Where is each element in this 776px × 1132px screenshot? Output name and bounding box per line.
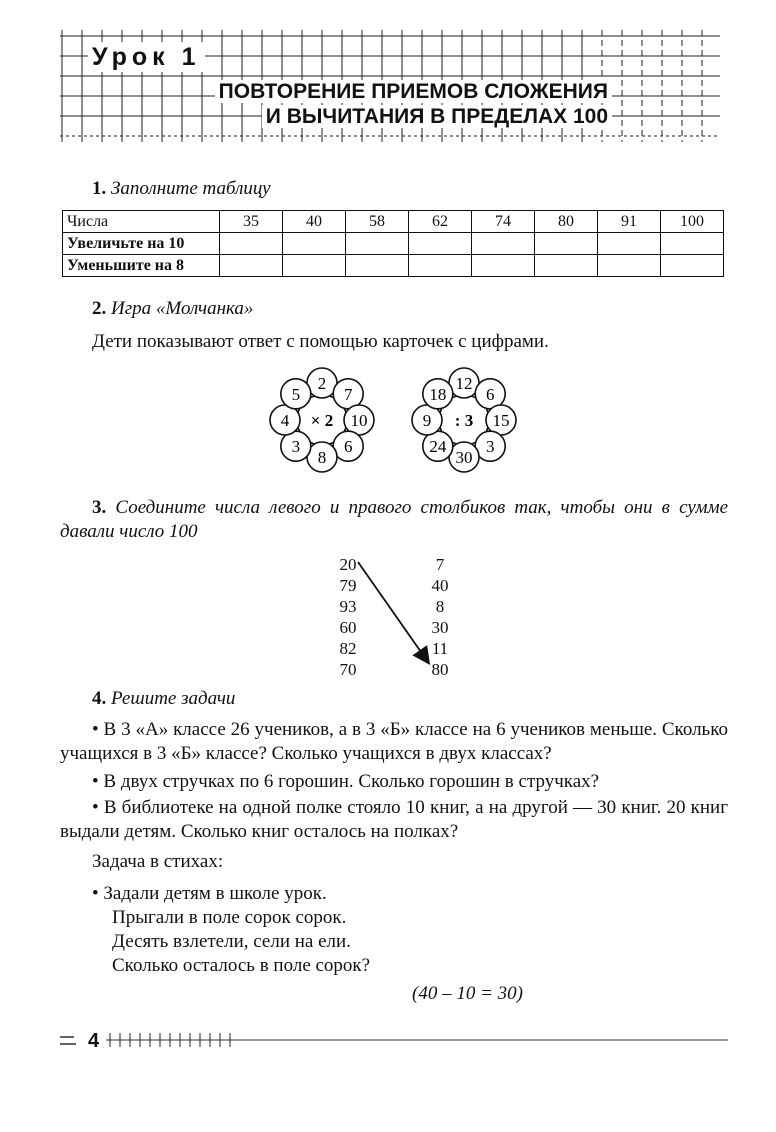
table-cell[interactable] bbox=[346, 233, 409, 255]
table-row bbox=[63, 233, 724, 255]
task4-problem-1: • В 3 «А» классе 26 учеников, а в 3 «Б» классе на 6 учеников меньше. Сколько учащихся в 3 «Б» классе? Сколько учащихся в двух классах? bbox=[60, 719, 728, 764]
task2-heading bbox=[92, 298, 253, 320]
task3-title: Соедините числа левого и правого столбиков так, чтобы они в сумме давали число 100 bbox=[60, 497, 729, 542]
table-row-label: Уменьшите на 8 bbox=[63, 255, 220, 277]
table-header-cell: 62 bbox=[409, 211, 472, 233]
flower-right-petal-number: 24 bbox=[429, 437, 447, 457]
flower-right-petal-number: 18 bbox=[429, 384, 447, 404]
table-header-cell: 35 bbox=[220, 211, 283, 233]
flower-left bbox=[270, 368, 374, 472]
task4-problem-2: • В двух стручках по 6 горошин. Сколько горошин в стручках? bbox=[92, 771, 600, 792]
table-cell[interactable] bbox=[472, 233, 535, 255]
table-row-label: Увеличьте на 10 bbox=[63, 233, 220, 255]
flower-right-petal-number: 12 bbox=[455, 374, 473, 393]
task3-heading bbox=[60, 496, 728, 544]
flower-left-petal-number: 3 bbox=[291, 437, 301, 457]
table-cell[interactable] bbox=[409, 233, 472, 255]
lesson-title-line1: ПОВТОРЕНИЕ ПРИЕМОВ СЛОЖЕНИЯ bbox=[215, 80, 612, 103]
task4-number: 4. bbox=[92, 688, 107, 709]
lesson-label: Урок 1 bbox=[88, 42, 205, 72]
flower-left-petal-number: 7 bbox=[343, 384, 353, 404]
flower-left-petal-number: 6 bbox=[343, 437, 353, 457]
right-number[interactable]: 7 bbox=[435, 555, 445, 574]
right-number[interactable]: 30 bbox=[431, 618, 449, 637]
task4-heading bbox=[92, 688, 235, 710]
task2-text: Дети показывают ответ с помощью карточек с цифрами. bbox=[92, 331, 549, 352]
right-number[interactable]: 11 bbox=[431, 639, 449, 658]
flower-right bbox=[412, 368, 516, 472]
left-number[interactable]: 82 bbox=[339, 639, 357, 658]
table-cell[interactable] bbox=[598, 233, 661, 255]
flower-right-petal-number: 30 bbox=[455, 448, 473, 467]
right-number[interactable]: 8 bbox=[435, 597, 445, 616]
flower-right-petal-number: 3 bbox=[485, 437, 495, 457]
verse-line: • Задали детям в школе урок. bbox=[92, 883, 327, 904]
task2-title: Игра «Молчанка» bbox=[111, 298, 254, 319]
table-row bbox=[63, 255, 724, 277]
table-header-cell: 40 bbox=[283, 211, 346, 233]
table-cell[interactable] bbox=[283, 255, 346, 277]
footer-rule bbox=[0, 1025, 776, 1055]
flower-left-center: × 2 bbox=[310, 411, 334, 430]
table-cell[interactable] bbox=[661, 255, 724, 277]
verse-line: Десять взлетели, сели на ели. bbox=[112, 931, 351, 952]
task1-title: Заполните таблицу bbox=[111, 178, 271, 199]
left-number[interactable]: 20 bbox=[339, 555, 357, 574]
table-cell[interactable] bbox=[346, 255, 409, 277]
page-number: 4 bbox=[88, 1030, 100, 1052]
table-header-cell: 100 bbox=[661, 211, 724, 233]
table-cell[interactable] bbox=[283, 233, 346, 255]
table-cell[interactable] bbox=[535, 255, 598, 277]
table-header-cell: 74 bbox=[472, 211, 535, 233]
task1-table bbox=[62, 210, 724, 277]
left-number[interactable]: 79 bbox=[339, 576, 357, 595]
right-number[interactable]: 80 bbox=[431, 660, 449, 679]
right-number[interactable]: 40 bbox=[431, 576, 449, 595]
task2-number: 2. bbox=[92, 298, 107, 319]
flower-left-petal-number: 2 bbox=[317, 374, 327, 393]
verse-line: Сколько осталось в поле сорок? bbox=[112, 955, 371, 976]
table-cell[interactable] bbox=[409, 255, 472, 277]
left-number[interactable]: 70 bbox=[339, 660, 357, 679]
table-header-cell: 58 bbox=[346, 211, 409, 233]
flower-left-petal-number: 8 bbox=[317, 448, 327, 467]
task1-number: 1. bbox=[92, 178, 107, 199]
flower-right-petal-number: 15 bbox=[492, 411, 510, 430]
table-cell[interactable] bbox=[220, 233, 283, 255]
flowers-figure bbox=[250, 362, 540, 480]
verse-line: Прыгали в поле сорок сорок. bbox=[112, 907, 347, 928]
left-number[interactable]: 93 bbox=[339, 597, 357, 616]
lesson-title-line2: И ВЫЧИТАНИЯ В ПРЕДЕЛАХ 100 bbox=[262, 105, 612, 128]
task3-number: 3. bbox=[92, 497, 107, 518]
task4-title: Решите задачи bbox=[111, 688, 236, 709]
verse-label: Задача в стихах: bbox=[92, 851, 224, 872]
table-header-row bbox=[63, 211, 724, 233]
flower-right-petal-number: 9 bbox=[422, 411, 432, 430]
table-cell[interactable] bbox=[535, 233, 598, 255]
verse-answer: (40 – 10 = 30) bbox=[412, 983, 523, 1004]
flower-left-petal-number: 4 bbox=[280, 411, 290, 430]
left-number[interactable]: 60 bbox=[339, 618, 357, 637]
table-cell[interactable] bbox=[472, 255, 535, 277]
table-header-cell: 80 bbox=[535, 211, 598, 233]
table-cell[interactable] bbox=[598, 255, 661, 277]
table-cell[interactable] bbox=[661, 233, 724, 255]
flower-right-petal-number: 6 bbox=[485, 384, 495, 404]
table-header-cell: 91 bbox=[598, 211, 661, 233]
task4-problem-3: • В библиотеке на одной полке стояло 10 книг, а на другой — 30 книг. 20 книг выдали детям. Сколько книг осталось на полках? bbox=[60, 797, 728, 842]
flower-left-petal-number: 10 bbox=[350, 411, 368, 430]
table-header-cell: Числа bbox=[63, 211, 220, 233]
flower-left-petal-number: 5 bbox=[291, 384, 301, 404]
lesson-title bbox=[172, 79, 612, 129]
table-cell[interactable] bbox=[220, 255, 283, 277]
connector-arrow bbox=[350, 556, 440, 676]
task1-heading bbox=[92, 178, 271, 200]
flower-right-center: : 3 bbox=[454, 411, 474, 430]
